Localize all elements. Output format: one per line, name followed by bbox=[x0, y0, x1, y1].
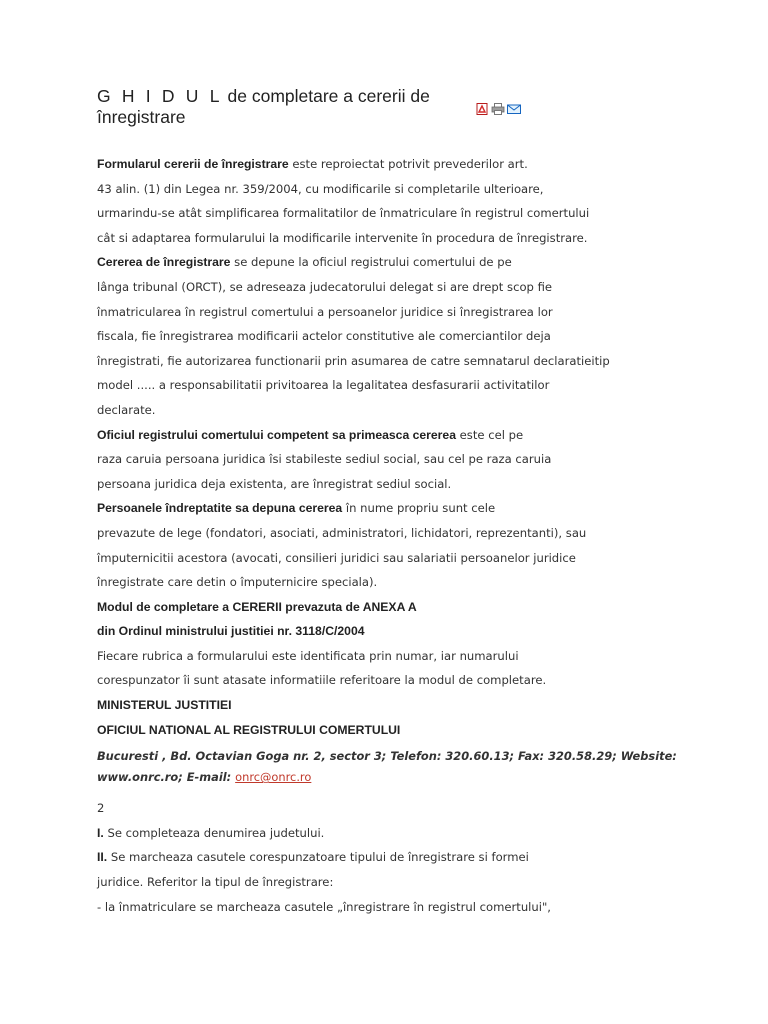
institution-name: MINISTERUL JUSTITIEI bbox=[97, 698, 232, 713]
item-text: Se completeaza denumirea judetului. bbox=[103, 825, 325, 840]
paragraph-line: - la înmatriculare se marcheaza casutele „înregistrare în registrul comertului", bbox=[97, 899, 551, 914]
paragraph-line bbox=[97, 152, 677, 177]
paragraph-line: împuternicitii acestora (avocati, consilieri juridici sau salariatii persoanelor juridice bbox=[97, 550, 576, 565]
paragraph-heading: Cererea de înregistrare bbox=[97, 255, 231, 270]
document-tools bbox=[475, 103, 521, 115]
contact-info bbox=[97, 746, 677, 788]
item-number: I. bbox=[97, 825, 104, 840]
item-number: II. bbox=[97, 850, 108, 865]
page-title bbox=[97, 86, 437, 128]
paragraph-line: înregistrati, fie autorizarea functionarii prin asumarea de catre semnatarul declaratieitip bbox=[97, 353, 610, 368]
paragraph-text: este reproiectat potrivit prevederilor art. bbox=[288, 157, 528, 171]
paragraph-line: raza caruia persoana juridica îsi stabileste sediul social, sau cel pe raza caruia bbox=[97, 452, 552, 467]
paragraph-line bbox=[97, 423, 677, 448]
paragraph-text: în nume propriu sunt cele bbox=[342, 501, 496, 516]
paragraph-text: se depune la oficiul registrului comertului de pe bbox=[230, 255, 512, 270]
paragraph-line: înregistrate care detin o împuternicire speciala). bbox=[97, 575, 378, 590]
institution-name: OFICIUL NATIONAL AL REGISTRULUI COMERTULUI bbox=[97, 722, 401, 737]
contact-text: Bucuresti , Bd. Octavian Goga nr. 2, sector 3; Telefon: 320.60.13; Fax: 320.58.29; Website: www.onrc.ro; E-mail: bbox=[97, 749, 677, 785]
list-item bbox=[97, 821, 677, 846]
paragraph-text: este cel pe bbox=[455, 427, 524, 442]
paragraph-line bbox=[97, 496, 677, 521]
paragraph-line: cât si adaptarea formularului la modificarile intervenite în procedura de înregistrare. bbox=[97, 230, 588, 245]
section-heading: din Ordinul ministrului justitiei nr. 3118/C/2004 bbox=[97, 624, 365, 639]
paragraph-line: fiscala, fie înregistrarea modificarii actelor constitutive ale comerciantilor deja bbox=[97, 329, 551, 344]
print-icon[interactable] bbox=[491, 103, 505, 115]
email-link[interactable]: onrc@onrc.ro bbox=[235, 770, 312, 785]
paragraph-line: prevazute de lege (fondatori, asociati, administratori, lichidatori, reprezentanti), sau bbox=[97, 525, 587, 540]
title-spaced: G H I D U L bbox=[97, 86, 223, 106]
paragraph-line: juridice. Referitor la tipul de înregistrare: bbox=[97, 875, 334, 890]
paragraph-heading: Oficiul registrului comertului competent sa primeasca cererea bbox=[97, 427, 456, 442]
list-item bbox=[97, 845, 677, 870]
paragraph-line: Fiecare rubrica a formularului este identificata prin numar, iar numarului bbox=[97, 648, 519, 663]
paragraph-line: 43 alin. (1) din Legea nr. 359/2004, cu modificarile si completarile ulterioare, bbox=[97, 181, 544, 196]
paragraph-heading: Formularul cererii de înregistrare bbox=[97, 157, 289, 171]
paragraph-line: corespunzator îi sunt atasate informatiile referitoare la modul de completare. bbox=[97, 673, 547, 688]
paragraph-line: model ..... a responsabilitatii privitoarea la legalitatea desfasurarii activitatilor bbox=[97, 378, 550, 393]
email-icon[interactable] bbox=[507, 103, 521, 115]
section-heading: Modul de completare a CERERII prevazuta de ANEXA A bbox=[97, 599, 417, 614]
title-row bbox=[97, 86, 677, 130]
paragraph-line: urmarindu-se atât simplificarea formalitatilor de înmatriculare în registrul comertului bbox=[97, 206, 590, 221]
pdf-icon[interactable] bbox=[475, 103, 489, 115]
paragraph-heading: Persoanele îndreptatite sa depuna cererea bbox=[97, 501, 343, 516]
paragraph-line bbox=[97, 250, 677, 275]
item-text: Se marcheaza casutele corespunzatoare tipului de înregistrare si formei bbox=[107, 850, 529, 865]
paragraph-line: persoana juridica deja existenta, are înregistrat sediul social. bbox=[97, 476, 452, 491]
paragraph-line: declarate. bbox=[97, 402, 156, 417]
title-rest: de completare a cererii de înregistrare bbox=[97, 86, 430, 127]
paragraph-line: lânga tribunal (ORCT), se adreseaza judecatorului delegat si are drept scop fie bbox=[97, 279, 553, 294]
document-body bbox=[97, 152, 677, 919]
paragraph-line: înmatricularea în registrul comertului a persoanelor juridice si înregistrarea lor bbox=[97, 304, 553, 319]
page-number: 2 bbox=[97, 801, 105, 816]
